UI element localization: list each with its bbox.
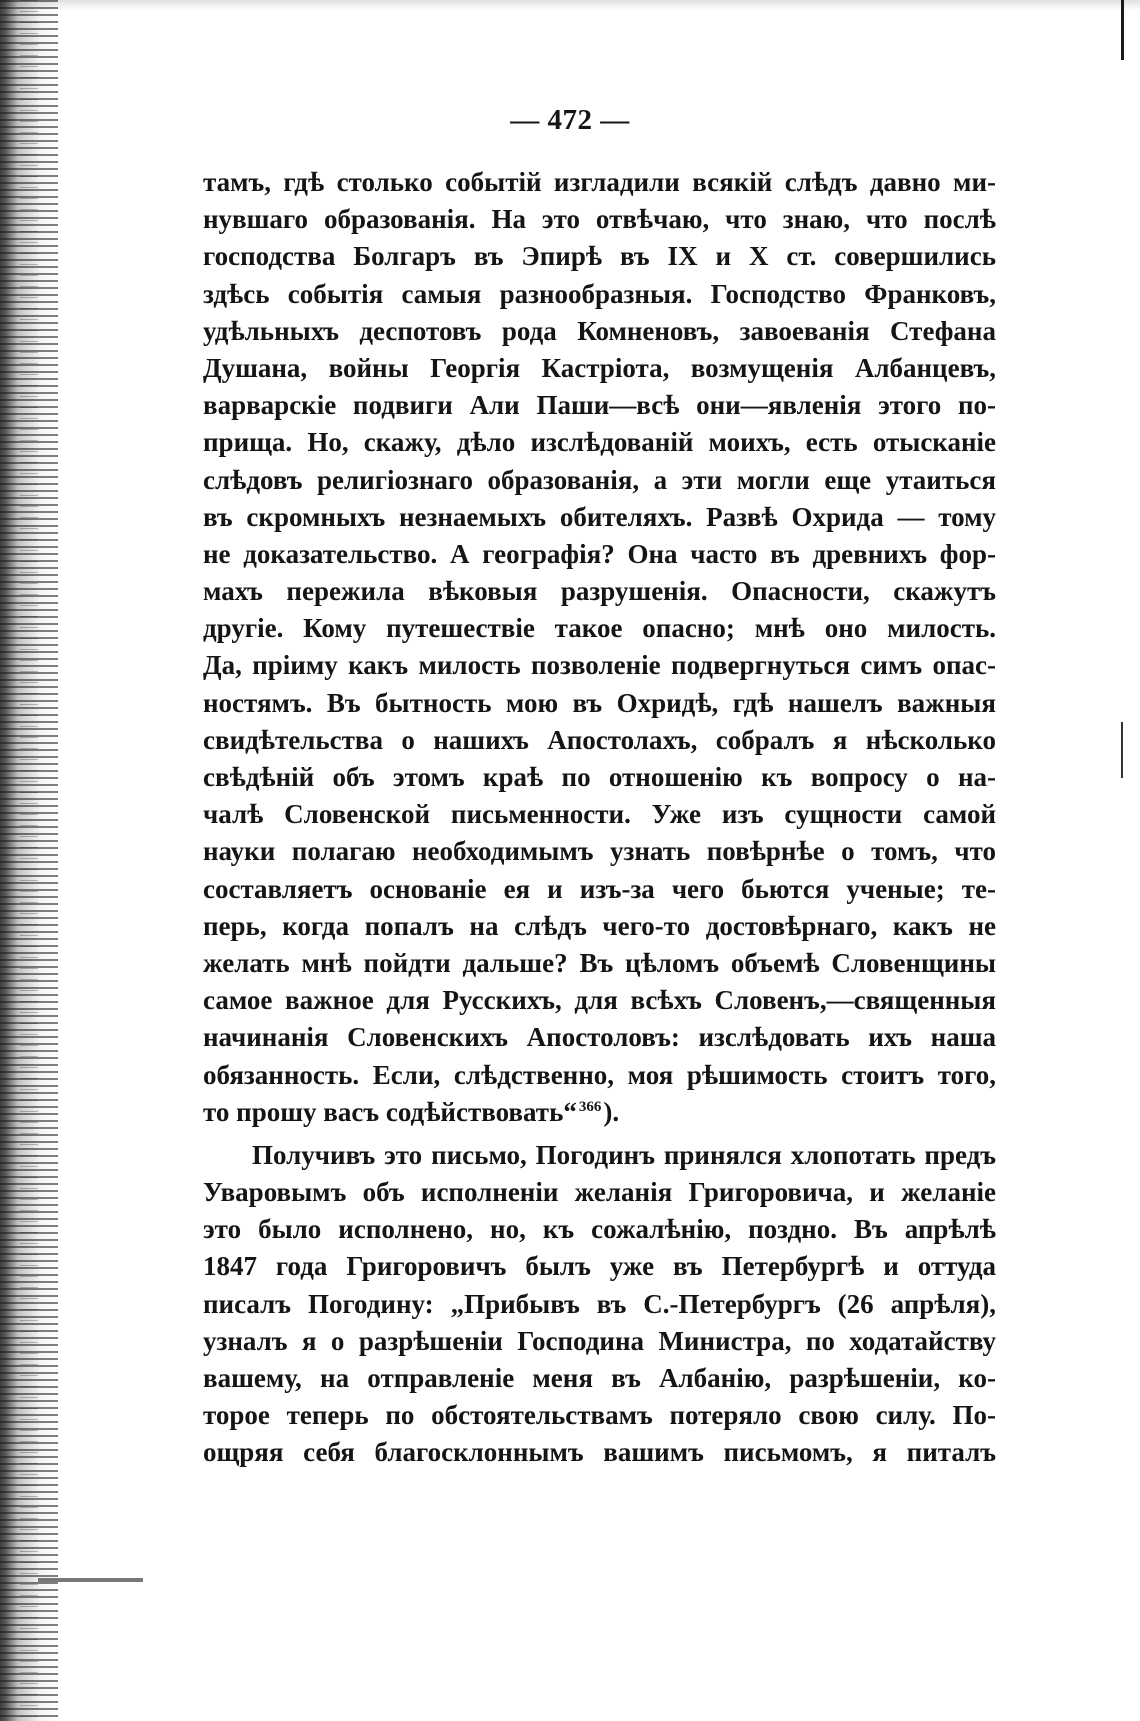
text-line: удѣльныхъ деспотовъ рода Комненовъ, завоеванія Стефана bbox=[203, 315, 996, 346]
scan-top-shadow bbox=[0, 0, 1140, 10]
text-line: нувшаго образованія. На это отвѣчаю, что знаю, что послѣ bbox=[203, 204, 996, 235]
text-line: ностямъ. Въ бытность мою въ Охридѣ, гдѣ нашелъ важныя bbox=[203, 687, 996, 718]
text-line: начинанія Словенскихъ Апостоловъ: изслѣдовать ихъ наша bbox=[203, 1022, 996, 1053]
scan-artifact-bottom-left bbox=[38, 1578, 143, 1582]
text-line: прища. Но, скажу, дѣло изслѣдованій моихъ, есть отысканіе bbox=[203, 427, 996, 458]
scan-artifact-middle-right bbox=[1121, 722, 1123, 778]
text-line: обязанность. Если, слѣдственно, моя рѣшимость стоитъ того, bbox=[203, 1059, 996, 1090]
text-line: Уваровымъ объ исполненіи желанія Григоровича, и желаніе bbox=[203, 1177, 996, 1208]
text-line: махъ пережила вѣковыя разрушенія. Опасности, скажутъ bbox=[203, 576, 996, 607]
body-text bbox=[203, 164, 996, 1472]
text-line: тамъ, гдѣ столько событій изгладили всякій слѣдъ давно ми- bbox=[203, 167, 996, 197]
text-line: свѣдѣній объ этомъ краѣ по отношенію къ вопросу о на- bbox=[203, 762, 996, 792]
text-line: господства Болгаръ въ Эпирѣ въ IX и X ст. совершились bbox=[203, 241, 996, 272]
text-line: свидѣтельства о нашихъ Апостолахъ, собралъ я нѣсколько bbox=[203, 724, 996, 755]
text-line: варварскіе подвиги Али Паши—всѣ они—явленія этого по- bbox=[203, 390, 996, 421]
text-line: самое важное для Русскихъ, для всѣхъ Словенъ,—священныя bbox=[203, 985, 996, 1016]
paragraph-1 bbox=[203, 164, 996, 1131]
page-number: — 472 — bbox=[510, 104, 630, 136]
text-line: Душана, войны Георгія Кастріота, возмущенія Албанцевъ, bbox=[203, 352, 996, 383]
footnote-reference[interactable]: 366 bbox=[578, 1098, 602, 1115]
last-line-text: то прошу васъ содѣйствовать“ bbox=[203, 1096, 577, 1127]
scan-artifact-top-right bbox=[1121, 0, 1124, 60]
text-line: здѣсь событія самыя разнообразныя. Господство Франковъ, bbox=[203, 278, 996, 309]
text-line: не доказательство. А географія? Она часто въ древнихъ фор- bbox=[203, 538, 996, 569]
scanned-binding-edge bbox=[0, 0, 58, 1721]
text-line: составляетъ основаніе ея и изъ-за чего бьются ученые; те- bbox=[203, 873, 996, 904]
text-line: Получивъ это письмо, Погодинъ принялся хлопотать предъ bbox=[252, 1139, 996, 1170]
text-line: это было исполнено, но, къ сожалѣнію, поздно. Въ апрѣлѣ bbox=[203, 1214, 996, 1245]
text-line: науки полагаю необходимымъ узнать повѣрнѣе о томъ, что bbox=[203, 836, 996, 867]
text-line: перь, когда попалъ на слѣдъ чего-то достовѣрнаго, какъ не bbox=[203, 910, 996, 941]
last-line-ending: ). bbox=[603, 1096, 620, 1127]
text-line: писалъ Погодину: „Прибывъ въ С.-Петербургъ (26 апрѣля), bbox=[203, 1288, 996, 1319]
text-line: узналъ я о разрѣшеніи Господина Министра, по ходатайству bbox=[203, 1325, 996, 1356]
text-line: другіе. Кому путешествіе такое опасно; мнѣ оно милость. bbox=[203, 613, 996, 644]
text-line: Да, пріиму какъ милость позволеніе подвергнуться симъ опас- bbox=[203, 650, 996, 681]
binding-edge-texture bbox=[20, 0, 38, 1721]
text-line: ощряя себя благосклоннымъ вашимъ письмомъ, я питалъ bbox=[203, 1437, 996, 1468]
text-line: чалѣ Словенской письменности. Уже изъ сущности самой bbox=[203, 799, 996, 830]
text-line: желать мнѣ пойдти дальше? Въ цѣломъ объемѣ Словенщины bbox=[203, 947, 996, 978]
text-line: вашему, на отправленіе меня въ Албанію, разрѣшеніи, ко- bbox=[203, 1363, 996, 1393]
paragraph-2 bbox=[203, 1137, 996, 1472]
text-line: торое теперь по обстоятельствамъ потеряло свою силу. По- bbox=[203, 1400, 996, 1431]
text-line-with-footnote bbox=[203, 1094, 996, 1131]
text-line: слѣдовъ религіознаго образованія, а эти могли еще утаиться bbox=[203, 464, 996, 495]
text-line: 1847 года Григоровичъ былъ уже въ Петербургѣ и оттуда bbox=[203, 1251, 996, 1282]
text-line: въ скромныхъ незнаемыхъ обителяхъ. Развѣ Охрида — тому bbox=[203, 501, 996, 532]
